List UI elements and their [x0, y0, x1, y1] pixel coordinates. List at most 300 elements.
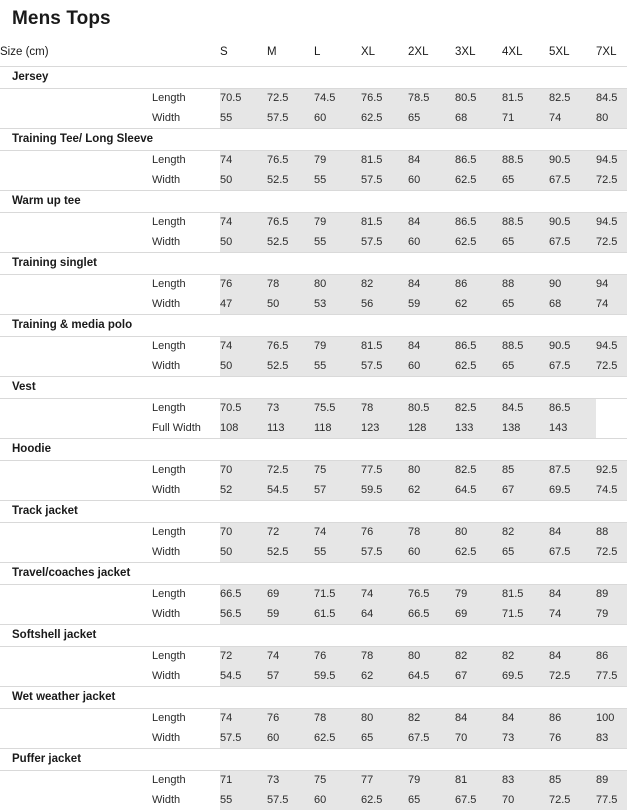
measurement-value: 78	[408, 522, 455, 542]
measurement-value: 74	[220, 212, 267, 232]
measurement-value: 73	[502, 728, 549, 748]
measurement-value: 81.5	[361, 336, 408, 356]
row-indent	[0, 728, 152, 748]
measurement-value: 60	[408, 542, 455, 562]
measurement-label: Length	[152, 278, 186, 291]
measurement-value: 90.5	[549, 150, 596, 170]
measurement-value: 81.5	[502, 88, 549, 108]
measurement-label: Full Width	[152, 421, 201, 434]
measurement-value: 138	[502, 418, 549, 438]
measurement-value: 50	[220, 170, 267, 190]
product-group-spacer	[220, 748, 627, 770]
measurement-value: 75.5	[314, 398, 361, 418]
measurement-value: 55	[314, 542, 361, 562]
row-indent	[0, 522, 152, 542]
product-group-name: Wet weather jacket	[0, 686, 220, 708]
row-indent	[0, 294, 152, 314]
measurement-value: 55	[314, 356, 361, 376]
measurement-value: 57.5	[361, 356, 408, 376]
header-size-l: L	[314, 45, 321, 58]
product-group-spacer	[220, 500, 627, 522]
measurement-label: Length	[152, 154, 186, 167]
measurement-value: 62.5	[314, 728, 361, 748]
measurement-value: 71	[220, 770, 267, 790]
header-size-m: M	[267, 45, 277, 58]
measurement-value: 75	[314, 460, 361, 480]
table-header-row	[0, 38, 627, 66]
measurement-value: 78	[314, 708, 361, 728]
measurement-value: 76.5	[267, 336, 314, 356]
product-group-spacer	[220, 376, 627, 398]
measurement-value: 85	[549, 770, 596, 790]
measurement-value: 86.5	[549, 398, 596, 418]
measurement-value: 84.5	[502, 398, 549, 418]
measurement-value: 57.5	[361, 170, 408, 190]
measurement-value: 80	[408, 646, 455, 666]
measurement-value: 55	[220, 790, 267, 810]
measurement-value: 69.5	[502, 666, 549, 686]
measurement-value: 68	[549, 294, 596, 314]
measurement-value: 84	[549, 646, 596, 666]
measurement-value: 128	[408, 418, 455, 438]
measurement-row	[0, 584, 627, 604]
measurement-value: 76	[549, 728, 596, 748]
measurement-value: 59.5	[361, 480, 408, 500]
row-indent	[0, 398, 152, 418]
measurement-value: 52.5	[267, 170, 314, 190]
measurement-value: 86	[596, 646, 627, 666]
measurement-value: 60	[267, 728, 314, 748]
measurement-row	[0, 728, 627, 748]
measurement-value: 78.5	[408, 88, 455, 108]
measurement-value: 82	[502, 646, 549, 666]
measurement-value: 67.5	[549, 356, 596, 376]
row-indent	[0, 708, 152, 728]
measurement-label: Width	[152, 173, 181, 186]
measurement-value: 88.5	[502, 336, 549, 356]
product-group-row	[0, 190, 627, 212]
measurement-value: 84	[549, 522, 596, 542]
measurement-value: 59	[408, 294, 455, 314]
product-group-name: Training singlet	[0, 252, 220, 274]
measurement-value: 76.5	[267, 212, 314, 232]
product-group-name: Puffer jacket	[0, 748, 220, 770]
product-group-name: Training Tee/ Long Sleeve	[0, 128, 220, 150]
measurement-value: 72.5	[596, 232, 627, 252]
measurement-value: 113	[267, 418, 314, 438]
measurement-value: 84	[502, 708, 549, 728]
row-indent	[0, 108, 152, 128]
page-title: Mens Tops	[12, 8, 111, 29]
measurement-label: Width	[152, 794, 181, 806]
measurement-row	[0, 418, 627, 438]
measurement-label: Length	[152, 712, 186, 725]
measurement-label: Length	[152, 650, 186, 663]
measurement-value: 88	[596, 522, 627, 542]
measurement-value: 83	[502, 770, 549, 790]
measurement-value: 80	[408, 460, 455, 480]
measurement-value: 90.5	[549, 336, 596, 356]
row-indent	[0, 356, 152, 376]
product-group-name: Jersey	[0, 66, 220, 88]
measurement-value: 86.5	[455, 336, 502, 356]
measurement-row	[0, 294, 627, 314]
product-group-row	[0, 438, 627, 460]
measurement-row	[0, 790, 627, 810]
measurement-value: 74	[596, 294, 627, 314]
measurement-row	[0, 232, 627, 252]
measurement-label: Width	[152, 235, 181, 248]
measurement-value: 67.5	[455, 790, 502, 810]
measurement-value: 80	[596, 108, 627, 128]
measurement-value: 76.5	[408, 584, 455, 604]
measurement-value: 65	[502, 542, 549, 562]
measurement-value: 70	[455, 728, 502, 748]
measurement-value: 64.5	[408, 666, 455, 686]
measurement-value: 62	[361, 666, 408, 686]
measurement-value: 57	[314, 480, 361, 500]
measurement-value: 67	[502, 480, 549, 500]
measurement-value: 81	[455, 770, 502, 790]
measurement-value: 74	[361, 584, 408, 604]
measurement-label: Length	[152, 92, 186, 105]
measurement-value: 64	[361, 604, 408, 624]
measurement-row	[0, 170, 627, 190]
header-size-3xl: 3XL	[455, 45, 476, 58]
measurement-label: Width	[152, 731, 181, 744]
measurement-label: Length	[152, 774, 186, 787]
measurement-value: 68	[455, 108, 502, 128]
measurement-value: 72.5	[596, 542, 627, 562]
header-size-xl: XL	[361, 45, 376, 58]
measurement-value: 52	[220, 480, 267, 500]
measurement-value: 67.5	[549, 232, 596, 252]
measurement-row	[0, 150, 627, 170]
measurement-value: 118	[314, 418, 361, 438]
measurement-value: 76.5	[361, 88, 408, 108]
measurement-value	[596, 418, 627, 438]
measurement-value: 76	[314, 646, 361, 666]
measurement-row	[0, 274, 627, 294]
measurement-value: 53	[314, 294, 361, 314]
measurement-label: Length	[152, 216, 186, 229]
measurement-row	[0, 666, 627, 686]
measurement-value: 56.5	[220, 604, 267, 624]
row-indent	[0, 666, 152, 686]
measurement-value: 86.5	[455, 212, 502, 232]
measurement-label: Width	[152, 669, 181, 682]
measurement-value: 78	[267, 274, 314, 294]
measurement-value: 57.5	[267, 108, 314, 128]
measurement-value: 70	[220, 460, 267, 480]
measurement-value: 80	[361, 708, 408, 728]
measurement-label: Width	[152, 359, 181, 372]
measurement-value: 62.5	[361, 790, 408, 810]
measurement-value: 62.5	[455, 170, 502, 190]
measurement-value: 77.5	[361, 460, 408, 480]
measurement-label: Length	[152, 340, 186, 353]
measurement-value: 65	[408, 108, 455, 128]
product-group-row	[0, 66, 627, 88]
measurement-row	[0, 356, 627, 376]
measurement-value: 84	[408, 212, 455, 232]
measurement-value: 59	[267, 604, 314, 624]
header-metric-blank	[152, 38, 220, 66]
measurement-value: 81.5	[502, 584, 549, 604]
header-size-s: S	[220, 45, 228, 58]
measurement-row	[0, 460, 627, 480]
measurement-label: Width	[152, 483, 181, 496]
measurement-value: 76	[220, 274, 267, 294]
measurement-value: 67.5	[549, 170, 596, 190]
row-indent	[0, 646, 152, 666]
measurement-value: 72	[267, 522, 314, 542]
measurement-value: 50	[220, 542, 267, 562]
measurement-value: 65	[502, 170, 549, 190]
measurement-value: 73	[267, 398, 314, 418]
measurement-value: 77	[361, 770, 408, 790]
measurement-value: 50	[220, 356, 267, 376]
measurement-value: 69.5	[549, 480, 596, 500]
measurement-value: 73	[267, 770, 314, 790]
measurement-value: 81.5	[361, 212, 408, 232]
measurement-value: 57.5	[361, 542, 408, 562]
measurement-row	[0, 542, 627, 562]
measurement-value: 62	[455, 294, 502, 314]
measurement-value: 60	[408, 356, 455, 376]
measurement-row	[0, 108, 627, 128]
row-indent	[0, 604, 152, 624]
product-group-spacer	[220, 686, 627, 708]
measurement-value: 133	[455, 418, 502, 438]
measurement-label: Length	[152, 588, 186, 601]
measurement-value: 66.5	[408, 604, 455, 624]
measurement-value: 77.5	[596, 666, 627, 686]
measurement-value: 50	[267, 294, 314, 314]
measurement-value: 57.5	[267, 790, 314, 810]
measurement-label: Width	[152, 607, 181, 620]
product-group-spacer	[220, 66, 627, 88]
measurement-label: Length	[152, 402, 186, 415]
measurement-value: 67	[455, 666, 502, 686]
measurement-value: 52.5	[267, 356, 314, 376]
measurement-value: 76	[267, 708, 314, 728]
measurement-value: 71.5	[314, 584, 361, 604]
measurement-value: 86	[549, 708, 596, 728]
measurement-value: 79	[314, 336, 361, 356]
product-group-name: Track jacket	[0, 500, 220, 522]
header-size-7xl: 7XL	[596, 45, 617, 58]
measurement-value: 61.5	[314, 604, 361, 624]
product-group-row	[0, 500, 627, 522]
measurement-value: 70	[220, 522, 267, 542]
measurement-label: Width	[152, 297, 181, 310]
measurement-value: 65	[502, 294, 549, 314]
measurement-value: 76	[361, 522, 408, 542]
header-size-4xl: 4XL	[502, 45, 523, 58]
measurement-value: 70.5	[220, 398, 267, 418]
measurement-row	[0, 604, 627, 624]
row-indent	[0, 212, 152, 232]
measurement-value: 80.5	[455, 88, 502, 108]
measurement-value: 84	[408, 150, 455, 170]
row-indent	[0, 418, 152, 438]
measurement-value: 76.5	[267, 150, 314, 170]
measurement-value: 79	[314, 150, 361, 170]
row-indent	[0, 460, 152, 480]
measurement-value: 57	[267, 666, 314, 686]
row-indent	[0, 542, 152, 562]
measurement-value: 65	[361, 728, 408, 748]
row-indent	[0, 88, 152, 108]
measurement-value: 108	[220, 418, 267, 438]
measurement-value: 56	[361, 294, 408, 314]
measurement-value: 74	[220, 150, 267, 170]
measurement-value: 143	[549, 418, 596, 438]
measurement-value: 67.5	[549, 542, 596, 562]
measurement-value: 66.5	[220, 584, 267, 604]
product-group-name: Training & media polo	[0, 314, 220, 336]
measurement-value: 59.5	[314, 666, 361, 686]
measurement-value: 70.5	[220, 88, 267, 108]
product-group-name: Vest	[0, 376, 220, 398]
product-group-spacer	[220, 562, 627, 584]
measurement-value: 82	[408, 708, 455, 728]
measurement-value: 47	[220, 294, 267, 314]
measurement-value: 80.5	[408, 398, 455, 418]
row-indent	[0, 770, 152, 790]
measurement-row	[0, 88, 627, 108]
measurement-value: 69	[267, 584, 314, 604]
measurement-value: 62.5	[361, 108, 408, 128]
measurement-value: 60	[408, 170, 455, 190]
measurement-value: 74	[267, 646, 314, 666]
measurement-value: 88.5	[502, 150, 549, 170]
row-indent	[0, 480, 152, 500]
size-chart-table	[0, 38, 627, 810]
measurement-value: 82.5	[455, 460, 502, 480]
measurement-value: 62.5	[455, 356, 502, 376]
measurement-value: 123	[361, 418, 408, 438]
product-group-spacer	[220, 624, 627, 646]
measurement-value: 70	[502, 790, 549, 810]
measurement-value: 60	[314, 790, 361, 810]
measurement-value: 84	[549, 584, 596, 604]
measurement-value: 94.5	[596, 212, 627, 232]
measurement-value: 71	[502, 108, 549, 128]
measurement-value: 74	[314, 522, 361, 542]
measurement-value: 86	[455, 274, 502, 294]
product-group-row	[0, 748, 627, 770]
measurement-label: Width	[152, 111, 181, 124]
measurement-value: 78	[361, 398, 408, 418]
measurement-row	[0, 480, 627, 500]
measurement-row	[0, 336, 627, 356]
measurement-value: 72.5	[549, 666, 596, 686]
measurement-value: 82.5	[455, 398, 502, 418]
product-group-name: Warm up tee	[0, 190, 220, 212]
measurement-value: 72	[220, 646, 267, 666]
measurement-value: 71.5	[502, 604, 549, 624]
product-group-spacer	[220, 190, 627, 212]
measurement-value: 79	[408, 770, 455, 790]
product-group-name: Travel/coaches jacket	[0, 562, 220, 584]
measurement-label: Length	[152, 526, 186, 539]
measurement-value: 90	[549, 274, 596, 294]
row-indent	[0, 170, 152, 190]
measurement-value: 79	[455, 584, 502, 604]
measurement-value: 80	[455, 522, 502, 542]
measurement-value: 62	[408, 480, 455, 500]
measurement-value: 84	[455, 708, 502, 728]
product-group-row	[0, 128, 627, 150]
product-group-name: Softshell jacket	[0, 624, 220, 646]
measurement-label: Length	[152, 464, 186, 477]
measurement-value: 88.5	[502, 212, 549, 232]
header-size-cm: Size (cm)	[0, 45, 49, 58]
measurement-value: 74.5	[314, 88, 361, 108]
measurement-value: 65	[502, 232, 549, 252]
measurement-value: 50	[220, 232, 267, 252]
measurement-value: 72.5	[549, 790, 596, 810]
measurement-value: 72.5	[267, 460, 314, 480]
measurement-value: 72.5	[596, 170, 627, 190]
measurement-value: 84	[408, 336, 455, 356]
measurement-value: 60	[408, 232, 455, 252]
measurement-value: 74	[220, 336, 267, 356]
row-indent	[0, 150, 152, 170]
measurement-value: 64.5	[455, 480, 502, 500]
product-group-row	[0, 314, 627, 336]
measurement-value: 69	[455, 604, 502, 624]
measurement-value: 74	[220, 708, 267, 728]
measurement-value: 80	[314, 274, 361, 294]
measurement-value: 81.5	[361, 150, 408, 170]
product-group-row	[0, 686, 627, 708]
measurement-value: 79	[314, 212, 361, 232]
measurement-row	[0, 398, 627, 418]
measurement-value: 94.5	[596, 150, 627, 170]
product-group-row	[0, 562, 627, 584]
measurement-value: 55	[314, 232, 361, 252]
measurement-value: 92.5	[596, 460, 627, 480]
measurement-value: 89	[596, 584, 627, 604]
measurement-value: 52.5	[267, 542, 314, 562]
measurement-value: 75	[314, 770, 361, 790]
product-group-row	[0, 624, 627, 646]
measurement-value: 82	[361, 274, 408, 294]
row-indent	[0, 790, 152, 810]
product-group-name: Hoodie	[0, 438, 220, 460]
measurement-value: 74	[549, 604, 596, 624]
measurement-value	[596, 398, 627, 418]
measurement-value: 94.5	[596, 336, 627, 356]
measurement-value: 54.5	[220, 666, 267, 686]
measurement-value: 57.5	[361, 232, 408, 252]
measurement-value: 86.5	[455, 150, 502, 170]
measurement-value: 74	[549, 108, 596, 128]
measurement-value: 62.5	[455, 542, 502, 562]
product-group-row	[0, 376, 627, 398]
measurement-value: 84	[408, 274, 455, 294]
measurement-value: 82.5	[549, 88, 596, 108]
product-group-spacer	[220, 252, 627, 274]
measurement-row	[0, 770, 627, 790]
measurement-value: 94	[596, 274, 627, 294]
measurement-value: 78	[361, 646, 408, 666]
measurement-row	[0, 708, 627, 728]
measurement-value: 60	[314, 108, 361, 128]
